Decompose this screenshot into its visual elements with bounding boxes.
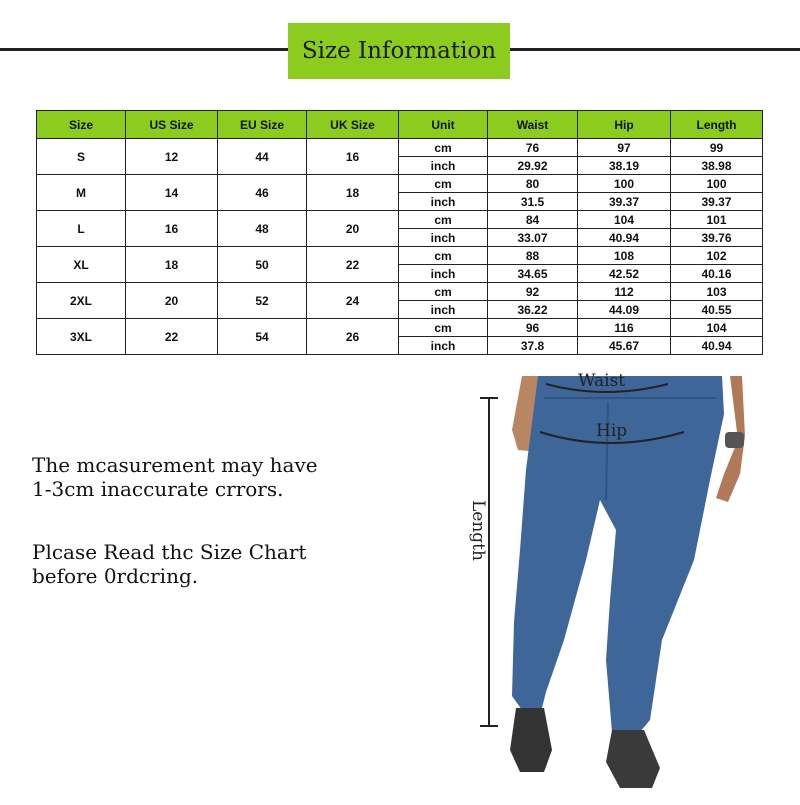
waist-cell: 37.8 — [488, 337, 578, 355]
unit-cell: inch — [399, 337, 488, 355]
read-chart-note: Plcase Read thc Size Chart before 0rdcring. — [32, 540, 307, 588]
size-cell: 3XL — [37, 319, 126, 355]
size-cell: XL — [37, 247, 126, 283]
hip-cell: 97 — [578, 139, 671, 157]
table-body — [37, 139, 763, 355]
table-header-row — [37, 111, 763, 139]
title-rule-left — [0, 48, 290, 51]
length-cell: 99 — [671, 139, 763, 157]
eu-size-cell: 48 — [218, 211, 307, 247]
us-size-cell: 12 — [126, 139, 218, 175]
header-cell: EU Size — [218, 111, 307, 139]
us-size-cell: 14 — [126, 175, 218, 211]
wristwatch — [725, 432, 744, 448]
length-cell: 102 — [671, 247, 763, 265]
uk-size-cell: 18 — [307, 175, 399, 211]
waist-cell: 31.5 — [488, 193, 578, 211]
length-cell: 39.76 — [671, 229, 763, 247]
length-label: Length — [468, 500, 488, 561]
table-row — [37, 211, 763, 229]
waist-cell: 80 — [488, 175, 578, 193]
unit-cell: inch — [399, 265, 488, 283]
length-cell: 40.94 — [671, 337, 763, 355]
page-title: Size Information — [288, 23, 510, 79]
hip-cell: 108 — [578, 247, 671, 265]
table-row — [37, 175, 763, 193]
length-cell: 100 — [671, 175, 763, 193]
length-cell: 104 — [671, 319, 763, 337]
hip-cell: 40.94 — [578, 229, 671, 247]
hip-cell: 38.19 — [578, 157, 671, 175]
unit-cell: cm — [399, 247, 488, 265]
header-cell: Hip — [578, 111, 671, 139]
table-row — [37, 247, 763, 265]
waist-label: Waist — [578, 371, 626, 391]
header-cell: Length — [671, 111, 763, 139]
hip-cell: 116 — [578, 319, 671, 337]
size-cell: L — [37, 211, 126, 247]
waist-cell: 29.92 — [488, 157, 578, 175]
length-cell: 39.37 — [671, 193, 763, 211]
size-chart-table — [36, 110, 763, 355]
unit-cell: inch — [399, 157, 488, 175]
waist-cell: 88 — [488, 247, 578, 265]
header-cell: Unit — [399, 111, 488, 139]
unit-cell: cm — [399, 139, 488, 157]
eu-size-cell: 52 — [218, 283, 307, 319]
hip-cell: 104 — [578, 211, 671, 229]
unit-cell: inch — [399, 229, 488, 247]
header-cell: Size — [37, 111, 126, 139]
eu-size-cell: 54 — [218, 319, 307, 355]
waist-cell: 92 — [488, 283, 578, 301]
eu-size-cell: 46 — [218, 175, 307, 211]
eu-size-cell: 44 — [218, 139, 307, 175]
us-size-cell: 18 — [126, 247, 218, 283]
hip-cell: 45.67 — [578, 337, 671, 355]
hip-cell: 39.37 — [578, 193, 671, 211]
size-cell: 2XL — [37, 283, 126, 319]
uk-size-cell: 20 — [307, 211, 399, 247]
uk-size-cell: 16 — [307, 139, 399, 175]
left-shoe — [510, 708, 552, 772]
us-size-cell: 16 — [126, 211, 218, 247]
waist-cell: 76 — [488, 139, 578, 157]
accuracy-note: The mcasurement may have 1-3cm inaccurate crrors. — [32, 453, 318, 501]
uk-size-cell: 22 — [307, 247, 399, 283]
header-cell: UK Size — [307, 111, 399, 139]
size-cell: M — [37, 175, 126, 211]
unit-cell: inch — [399, 301, 488, 319]
hip-cell: 100 — [578, 175, 671, 193]
uk-size-cell: 26 — [307, 319, 399, 355]
uk-size-cell: 24 — [307, 283, 399, 319]
length-cell: 40.55 — [671, 301, 763, 319]
unit-cell: cm — [399, 283, 488, 301]
unit-cell: cm — [399, 319, 488, 337]
hip-cell: 42.52 — [578, 265, 671, 283]
hip-cell: 112 — [578, 283, 671, 301]
header-cell: Waist — [488, 111, 578, 139]
hip-cell: 44.09 — [578, 301, 671, 319]
waist-cell: 34.65 — [488, 265, 578, 283]
us-size-cell: 22 — [126, 319, 218, 355]
length-cell: 38.98 — [671, 157, 763, 175]
unit-cell: cm — [399, 211, 488, 229]
size-cell: S — [37, 139, 126, 175]
length-cell: 101 — [671, 211, 763, 229]
unit-cell: inch — [399, 193, 488, 211]
jeans-figure — [440, 370, 800, 800]
waist-cell: 33.07 — [488, 229, 578, 247]
waist-cell: 36.22 — [488, 301, 578, 319]
us-size-cell: 20 — [126, 283, 218, 319]
table-row — [37, 319, 763, 337]
waist-cell: 96 — [488, 319, 578, 337]
length-cell: 103 — [671, 283, 763, 301]
waist-cell: 84 — [488, 211, 578, 229]
hip-label: Hip — [596, 421, 628, 441]
right-shoe — [606, 730, 660, 788]
title-rule-right — [510, 48, 800, 51]
table-row — [37, 139, 763, 157]
unit-cell: cm — [399, 175, 488, 193]
table-row — [37, 283, 763, 301]
eu-size-cell: 50 — [218, 247, 307, 283]
length-cell: 40.16 — [671, 265, 763, 283]
header-cell: US Size — [126, 111, 218, 139]
